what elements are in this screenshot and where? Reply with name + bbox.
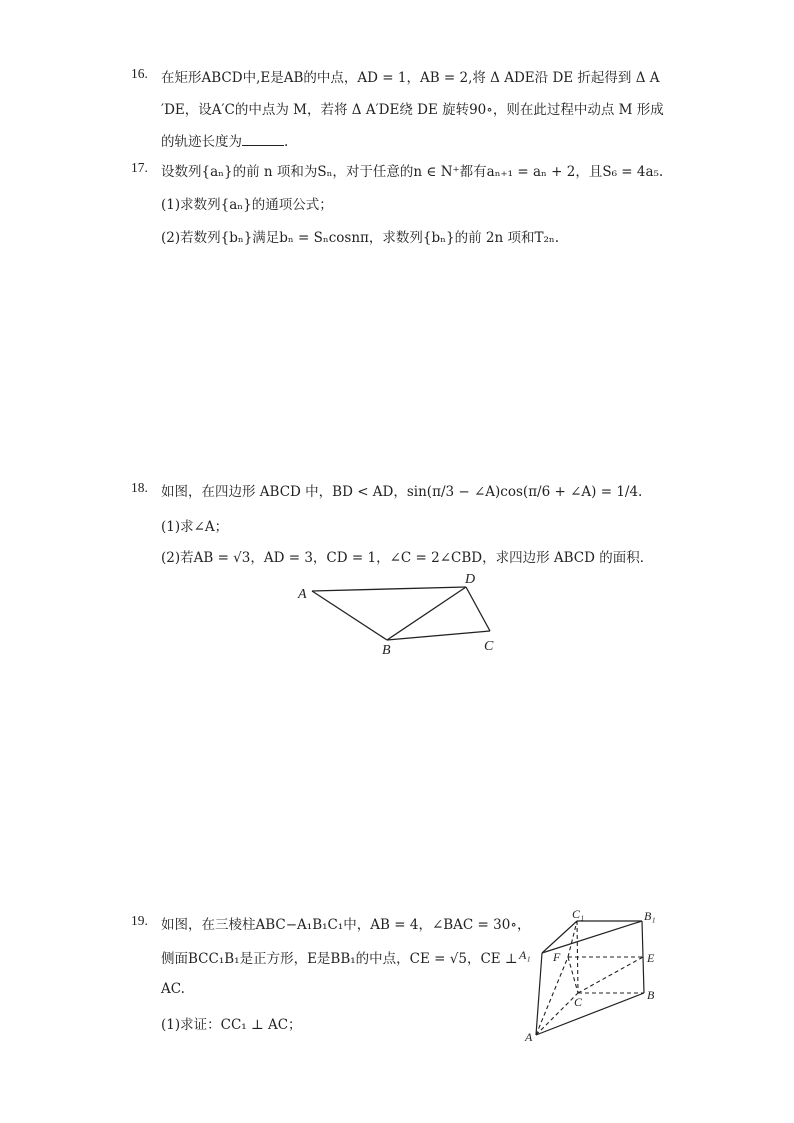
figure-label-a1: A₁ [519,948,531,962]
figure-label-e: E [647,951,655,965]
problem-part: (1)求∠A； [161,519,229,535]
problem-text-line: 在矩形ABCD中,E是AB的中点，AD = 1，AB = 2,将 Δ ADE沿 DE 折起得到 Δ A [161,70,660,86]
problem-number: 17. [131,160,148,175]
figure-segment-ab [312,591,387,640]
problem-number: 18. [131,480,148,495]
problem-part: (1)求证：CC₁ ⊥ AC； [161,1017,302,1033]
figure-segment-fc1 [568,921,577,957]
figure-label-d: D [465,572,476,587]
problem-text-line: AC. [161,981,185,997]
figure-label-a: A [525,1030,533,1044]
figure-edge-ab [536,993,644,1035]
figure-label-b: B [382,643,391,658]
figure-label-c: C [574,995,583,1009]
figure-edge-ac [536,993,578,1035]
figure-segment-cd [466,587,490,631]
figure-edge-a1c1 [542,921,577,953]
problem-number: 19. [131,913,148,928]
prism-figure [516,905,676,1045]
problem-text-line: ′DE，设A′C的中点为 M，若将 Δ A′DE绕 DE 旋转90∘，则在此过程中动点 M 形成 [161,102,664,118]
problem-text-line [161,130,288,150]
problem-part: (2)若数列{bₙ}满足bₙ = Sₙcosnπ，求数列{bₙ}的前 2n 项和T₂ₙ. [161,230,560,246]
problem-text-line: 侧面BCC₁B₁是正方形，E是BB₁的中点，CE = √5，CE ⊥ [161,951,518,967]
figure-edge-aa1 [536,953,542,1035]
problem-part: (2)若AB = √3，AD = 3，CD = 1，∠C = 2∠CBD，求四边形 ABCD 的面积． [161,550,654,566]
problem-text-line: 如图，在四边形 ABCD 中，BD < AD，sin(π/3 − ∠A)cos(π/6 + ∠A) = 1/4. [161,484,643,500]
figure-label-b: B [647,988,655,1002]
quadrilateral-figure [290,570,520,660]
figure-label-a: A [298,587,307,602]
answer-blank [242,133,284,146]
problem-part: (1)求数列{aₙ}的通项公式； [161,197,333,213]
figure-segment-ce [578,957,643,993]
figure-segment-bd [387,587,466,640]
figure-label-c1: C₁ [572,907,585,921]
figure-edge-a1b1 [542,921,642,953]
figure-segment-ad [312,587,466,591]
problem-text: 的轨迹长度为 [161,134,242,150]
problem-text-line: 如图，在三棱柱ABC−A₁B₁C₁中，AB = 4，∠BAC = 30∘， [161,917,531,933]
problem-text: . [284,134,289,150]
figure-segment-fc [568,957,578,993]
figure-label-b1: B₁ [644,909,656,923]
problem-text-line: 设数列{aₙ}的前 n 项和为Sₙ，对于任意的n ∈ N⁺都有aₙ₊₁ = aₙ + 2，且S₆ = 4a₅. [161,164,664,180]
problem-number: 16. [131,66,148,81]
figure-label-c: C [484,639,494,654]
figure-label-f: F [553,950,561,964]
figure-segment-bc [387,631,490,640]
